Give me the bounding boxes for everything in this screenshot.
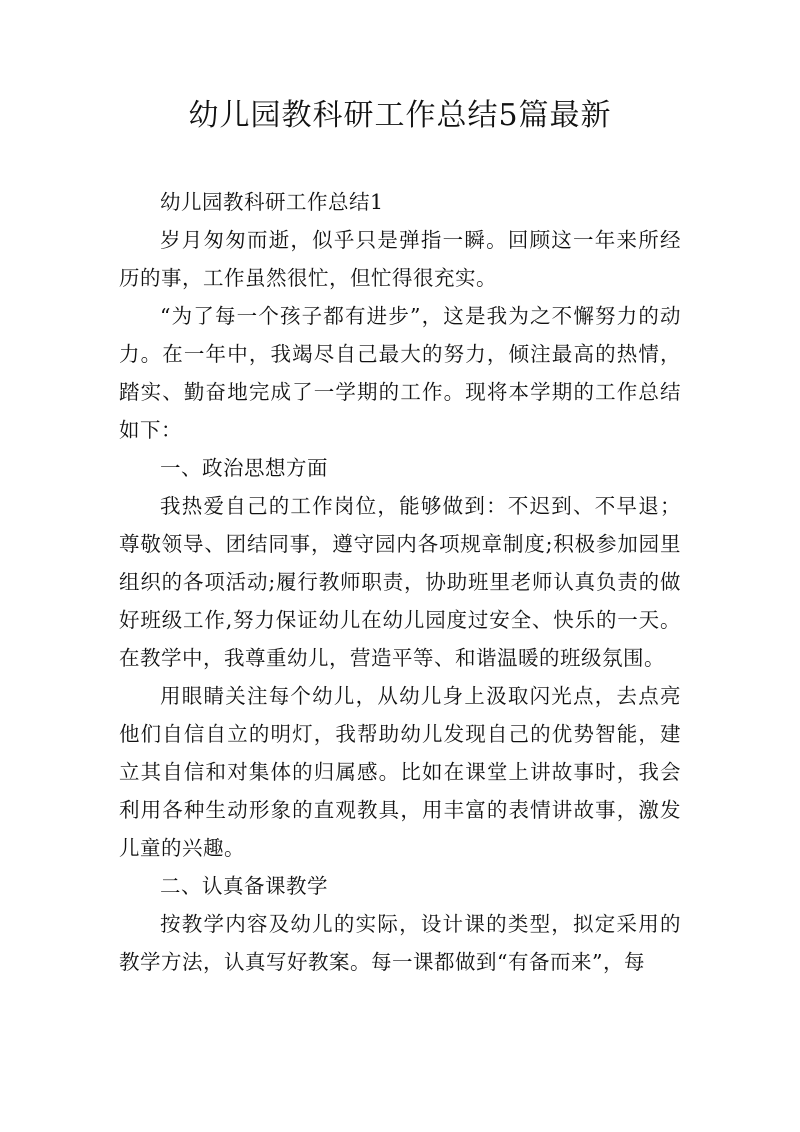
paragraph: 我热爱自己的工作岗位，能够做到：不迟到、不早退；尊敬领导、团结同事，遵守园内各项规章制度;积极参加园里组织的各项活动;履行教师职责，协助班里老师认真负责的做好班级工作,努力保证幼儿在幼儿园度过安全、快乐的一天。在教学中，我尊重幼儿，营造平等、和谐温暖的班级氛围。 [119,494,681,670]
section-heading: 幼儿园教科研工作总结1 [160,190,384,214]
subsection-heading: 一、政治思想方面 [160,456,328,480]
paragraph: 岁月匆匆而逝，似乎只是弹指一瞬。回顾这一年来所经历的事，工作虽然很忙，但忙得很充实。 [119,228,681,290]
document-title: 幼儿园教科研工作总结5篇最新 [188,98,612,133]
paragraph: 按教学内容及幼儿的实际，设计课的类型，拟定采用的教学方法，认真写好教案。每一课都做到“有备而来”，每 [119,912,681,974]
paragraph: 用眼睛关注每个幼儿，从幼儿身上汲取闪光点，去点亮他们自信自立的明灯，我帮助幼儿发现自己的优势智能，建立其自信和对集体的归属感。比如在课堂上讲故事时，我会利用各种生动形象的直观教具，用丰富的表情讲故事，激发儿童的兴趣。 [119,684,681,860]
document-body [119,183,681,981]
subsection-heading: 二、认真备课教学 [160,874,328,898]
paragraph: “为了每一个孩子都有进步”，这是我为之不懈努力的动力。在一年中，我竭尽自己最大的努力，倾注最高的热情，踏实、勤奋地完成了一学期的工作。现将本学期的工作总结如下： [119,304,681,442]
